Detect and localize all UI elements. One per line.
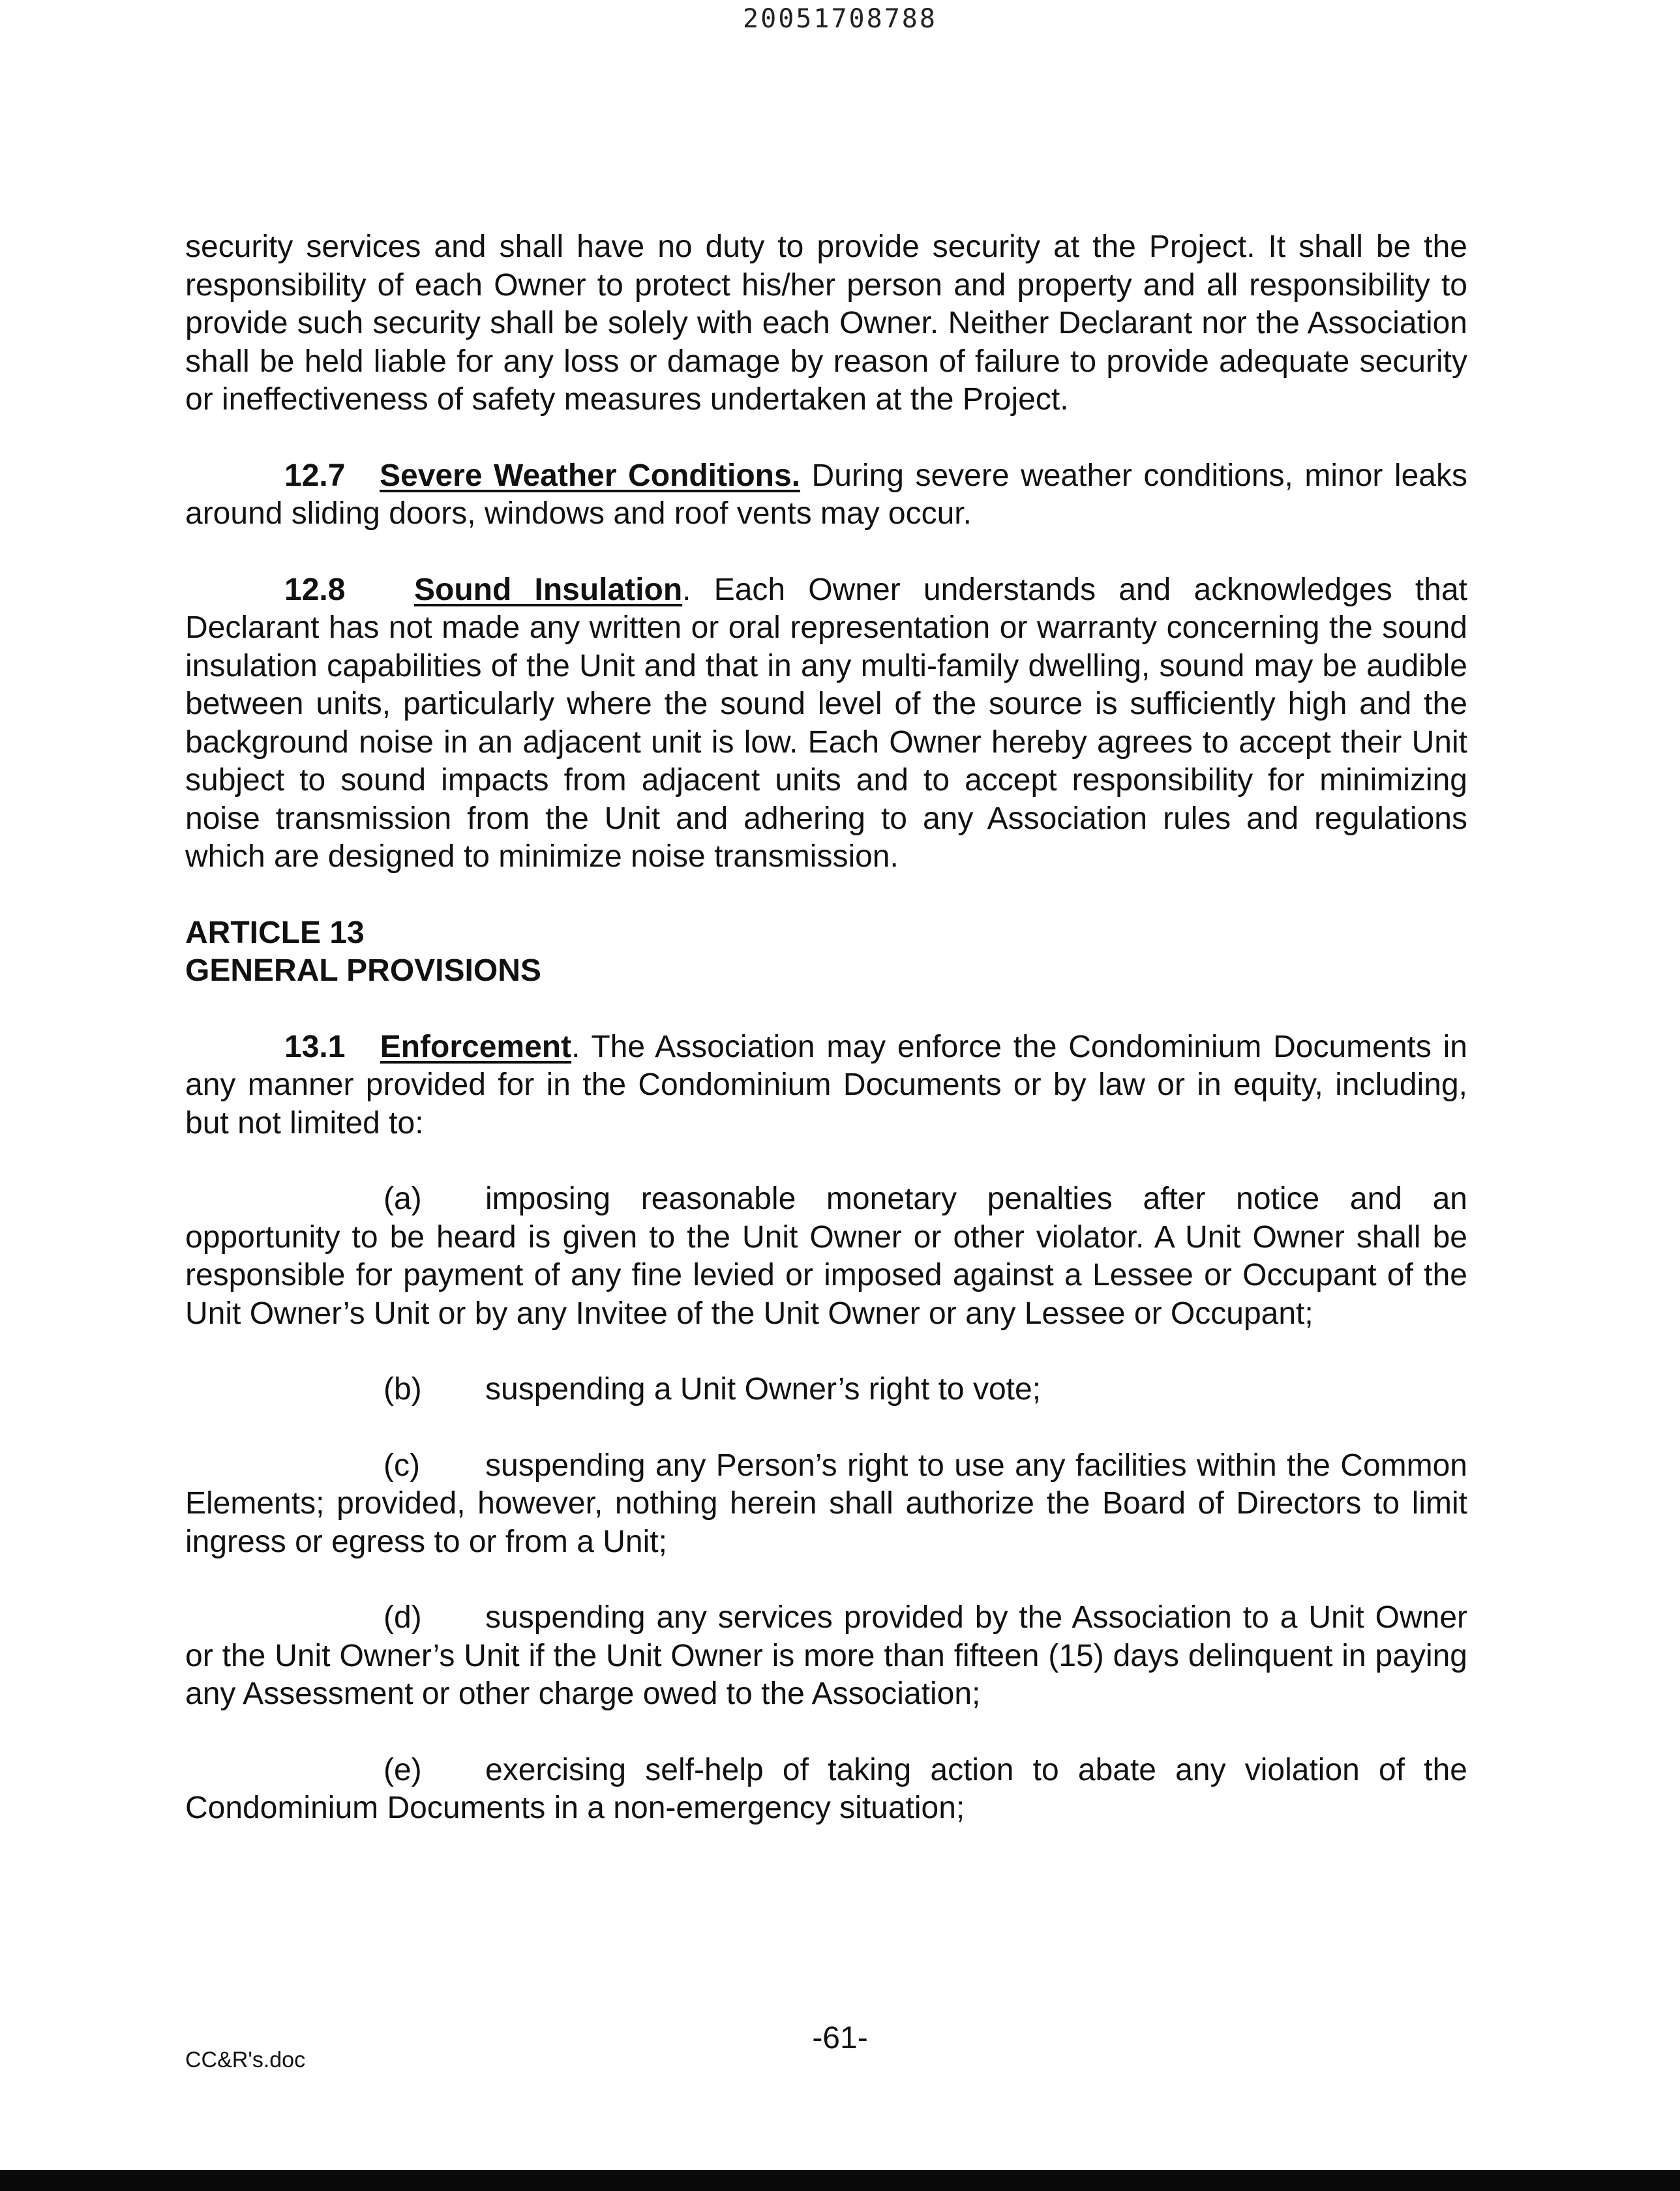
list-item-c bbox=[185, 1447, 1467, 1562]
document-number: 20051708788 bbox=[743, 4, 937, 34]
section-title: Enforcement bbox=[380, 1029, 572, 1064]
item-text: exercising self-help of taking action to abate any violation of the Condominium Documents in a non-emergency situation; bbox=[185, 1752, 1467, 1825]
item-label: (a) bbox=[383, 1182, 422, 1216]
item-text: suspending any Person’s right to use any facilities within the Common Elements; provided, however, nothing herein shall authorize the Board of Directors to limit ingress or egress to or from a Unit; bbox=[185, 1448, 1467, 1559]
section-12-7 bbox=[185, 457, 1467, 533]
list-item-e bbox=[185, 1751, 1467, 1828]
section-title: Severe Weather Conditions. bbox=[380, 458, 801, 493]
item-text: imposing reasonable monetary penalties after notice and an opportunity to be heard is given to the Unit Owner or other violator. A Unit Owner shall be responsible for payment of any fine levied or imposed against a Lessee or Occupant of the Unit Owner’s Unit or by any Invitee of the Unit Owner or any Lessee or Occupant; bbox=[185, 1182, 1467, 1331]
section-number: 12.7 bbox=[284, 458, 346, 493]
section-text: During severe weather conditions, minor leaks around sliding doors, windows and roof vents may occur. bbox=[185, 458, 1467, 531]
section-title: Sound Insulation bbox=[414, 572, 683, 607]
document-body bbox=[185, 228, 1467, 1828]
continuation-paragraph: security services and shall have no duty to provide security at the Project. It shall be the responsibility of each Owner to protect his/her person and property and all responsibility to provide such security shall be solely with each Owner. Neither Declarant nor the Association shall be held liable for any loss or damage by reason of failure to provide adequate security or ineffectiveness of safety measures undertaken at the Project. bbox=[185, 230, 1467, 417]
item-text: suspending a Unit Owner’s right to vote; bbox=[485, 1372, 1042, 1407]
section-number: 12.8 bbox=[284, 572, 346, 607]
section-12-8 bbox=[185, 571, 1467, 876]
section-number: 13.1 bbox=[284, 1029, 346, 1064]
list-item-a bbox=[185, 1180, 1467, 1333]
file-name: CC&R's.doc bbox=[185, 2048, 306, 2072]
section-13-1 bbox=[185, 1028, 1467, 1143]
bottom-border bbox=[0, 2170, 1680, 2191]
section-text: . Each Owner understands and acknowledges that Declarant has not made any written or oral representation or warranty concerning the sound insulation capabilities of the Unit and that in any multi-family dwelling, sound may be audible between units, particularly where the sound level of the source is sufficiently high and the background noise in an adjacent unit is low. Each Owner hereby agrees to accept their Unit subject to sound impacts from adjacent units and to accept responsibility for minimizing noise transmission from the Unit and adhering to any Association rules and regulations which are designed to minimize noise transmission. bbox=[185, 572, 1467, 874]
item-label: (b) bbox=[383, 1372, 422, 1407]
article-number: ARTICLE 13 bbox=[185, 915, 365, 950]
page-number: -61- bbox=[812, 2021, 868, 2055]
article-title: GENERAL PROVISIONS bbox=[185, 953, 541, 988]
list-item-d bbox=[185, 1599, 1467, 1714]
item-text: suspending any services provided by the Association to a Unit Owner or the Unit Owner’s Unit if the Unit Owner is more than fifteen (15) days delinquent in paying any Assessment or other charge owed to the Association; bbox=[185, 1600, 1467, 1711]
section-text: . The Association may enforce the Condominium Documents in any manner provided for in the Condominium Documents or by law or in equity, including, but not limited to: bbox=[185, 1029, 1467, 1140]
item-label: (c) bbox=[383, 1448, 420, 1483]
list-item-b bbox=[185, 1371, 1467, 1409]
item-label: (d) bbox=[383, 1600, 422, 1635]
item-label: (e) bbox=[383, 1752, 422, 1787]
